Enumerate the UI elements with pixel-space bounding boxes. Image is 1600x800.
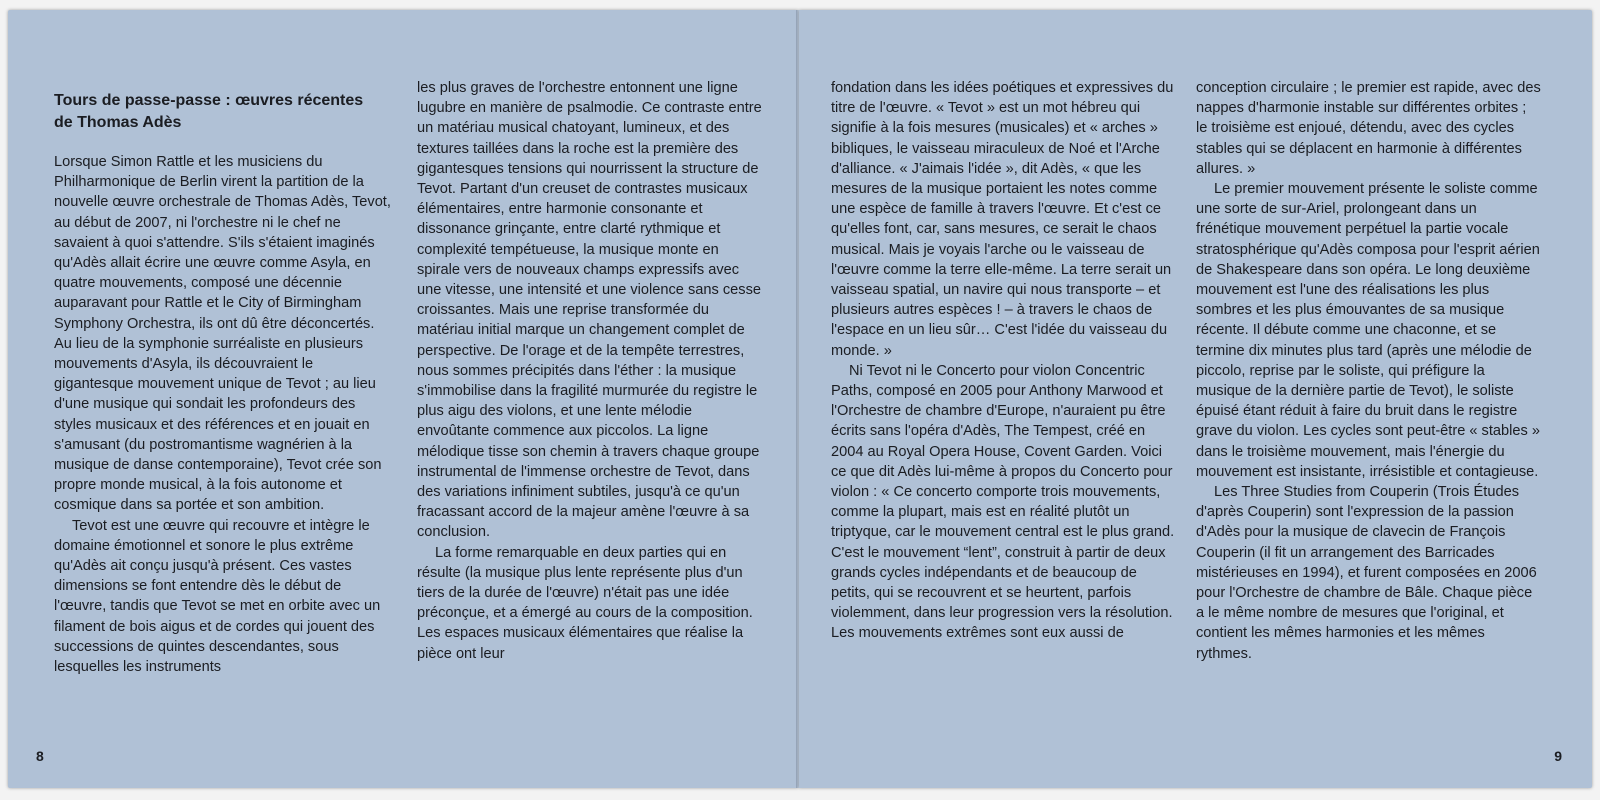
heading-line-1: Tours de passe-passe : œuvres récentes (54, 92, 364, 109)
article-heading (54, 90, 394, 134)
page-number-right: 9 (1554, 748, 1562, 764)
paragraph: les plus graves de l'orchestre entonnent une ligne lugubre en manière de psalmodie. Ce contraste entre un matériau musical chatoyant, lumineux, et des textures taillées dans la roche est la première des gigantesques tensions qui nourrissent la structure de Tevot. Partant d'un creuset de contrastes musicaux élémentaires, entre harmonie consonante et dissonance grinçante, entre clarté rythmique et complexité tempétueuse, la musique monte en spirale vers de nouveaux champs expressifs avec une vitesse, une intensité et une violence sans cesse croissantes. Mais une reprise transformée du matériau initial marque un changement complet de perspective. De l'orage et de la tempête terrestres, nous sommes précipités dans l'éther : la musique s'immobilise dans la fragilité murmurée du registre le plus aigu des violons, et une lente mélodie envoûtante commence aux piccolos. La ligne mélodique tisse son chemin à travers chaque groupe instrumental de l'immense orchestre de Tevot, dans des variations infiniment subtiles, jusqu'à ce qu'un fracassant accord de la majeur amène l'œuvre à sa conclusion. (417, 80, 762, 541)
paragraph: fondation dans les idées poétiques et expressives du titre de l'œuvre. « Tevot » est un mot hébreu qui signifie à la fois mesures (musicales) et « arches » bibliques, le vaisseau miraculeux de Noé et l'Arche d'alliance. « J'aimais l'idée », dit Adès, « que les mesures de la musique portaient les notes comme une espèce de famille à travers l'œuvre. Et c'est ce qu'elles font, car, sans mesures, ce serait le chaos musical. Mais je voyais l'arche ou le vaisseau de l'œuvre comme la terre elle-même. La terre serait un vaisseau spatial, un navire qui nous transporte – et plusieurs autres espèces ! – à travers le chaos de l'espace en un lieu sûr… C'est l'idée du vaisseau du monde. » (831, 80, 1174, 359)
paragraph: Le premier mouvement présente le soliste comme une sorte de sur-Ariel, prolongeant dans un frénétique mouvement perpétuel la partie vocale stratosphérique qu'Adès composa pour l'esprit aérien de Shakespeare dans son opéra. Le long deuxième mouvement est l'une des réalisations les plus sombres et les plus émouvantes de sa musique récente. Il débute comme une chaconne, et se termine dix minutes plus tard (après une mélodie de piccolo, reprise par le soliste, qui préfigure la musique de la dernière partie de Tevot), le soliste épuisé étant réduit à faire du bruit dans le registre grave du violon. Les cycles sont peut-être « stables » dans le troisième mouvement, mais l'énergie du mouvement est insistante, irrésistible et contagieuse. (1196, 181, 1540, 480)
right-column-2 (1196, 78, 1541, 664)
left-page (8, 10, 798, 788)
paragraph: La forme remarquable en deux parties qui en résulte (la musique plus lente représente plus d'un tiers de la durée de l'œuvre) n'était pas une idée préconçue, et a émergé au cours de la composition. Les espaces musicaux élémentaires que réalise la pièce ont leur (417, 544, 753, 662)
right-page (799, 10, 1592, 788)
paragraph: Lorsque Simon Rattle et les musiciens du Philharmonique de Berlin virent la partition de la nouvelle œuvre orchestrale de Thomas Adès, Tevot, au début de 2007, ni l'orchestre ni le chef ne savaient à quoi s'attendre. S'ils s'étaient imaginés qu'Adès allait écrire une œuvre comme Asyla, en quatre mouvements, composé une décennie auparavant pour Rattle et le City of Birmingham Symphony Orchestra, ils ont dû être déconcertés. Au lieu de la symphonie surréaliste en plusieurs mouvements d'Asyla, ils découvraient le gigantesque mouvement unique de Tevot ; au lieu d'une musique qui sondait les profondeurs des styles musicaux et des références et en jouait en s'amusant (du postromantisme wagnérien à la musique de danse contemporaine), Tevot crée son propre monde musical, à la fois autonome et cosmique dans sa portée et son ambition. (54, 154, 391, 514)
right-column-1 (831, 78, 1176, 644)
page-number-left: 8 (36, 748, 44, 764)
left-column-1 (54, 78, 394, 677)
booklet-spread (8, 10, 1592, 788)
paragraph: Tevot est une œuvre qui recouvre et intègre le domaine émotionnel et sonore le plus extrême qu'Adès ait conçu jusqu'à présent. Ces vastes dimensions se font entendre dès le début de l'œuvre, tandis que Tevot se met en orbite avec un filament de bois aigus et de cordes qui jouent des successions de quintes descendantes, sous lesquelles les instruments (54, 517, 381, 676)
paragraph: Les Three Studies from Couperin (Trois Études d'après Couperin) sont l'expression de la passion d'Adès pour la musique de clavecin de François Couperin (il fit un arrangement des Barricades mistérieuses en 1994), et furent composées en 2006 pour l'Orchestre de chambre de Bâle. Chaque pièce a le même nombre de mesures que l'original, et contient les mêmes harmonies et les mêmes rythmes. (1196, 484, 1537, 662)
left-column-2 (417, 78, 762, 664)
paragraph: Ni Tevot ni le Concerto pour violon Concentric Paths, composé en 2005 pour Anthony Marwood et l'Orchestre de chambre d'Europe, n'auraient pu être écrits sans l'opéra d'Adès, The Tempest, créé en 2004 au Royal Opera House, Covent Garden. Voici ce que dit Adès lui-même à propos du Concerto pour violon : « Ce concerto comporte trois mouvements, comme la plupart, mais est en réalité plutôt un triptyque, car le mouvement central est le plus grand. C'est le mouvement “lent”, construit à partir de deux grands cycles indépendants et de beaucoup de petits, qui se recouvrent et se heurtent, parfois violemment, dans leur progression vers la résolution. Les mouvements extrêmes sont eux aussi de (831, 362, 1175, 642)
paragraph: conception circulaire ; le premier est rapide, avec des nappes d'harmonie instable sur différentes orbites ; le troisième est enjoué, détendu, avec des cycles stables qui se déplacent en harmonie à différentes allures. » (1196, 80, 1541, 177)
heading-line-2: de Thomas Adès (54, 114, 182, 131)
